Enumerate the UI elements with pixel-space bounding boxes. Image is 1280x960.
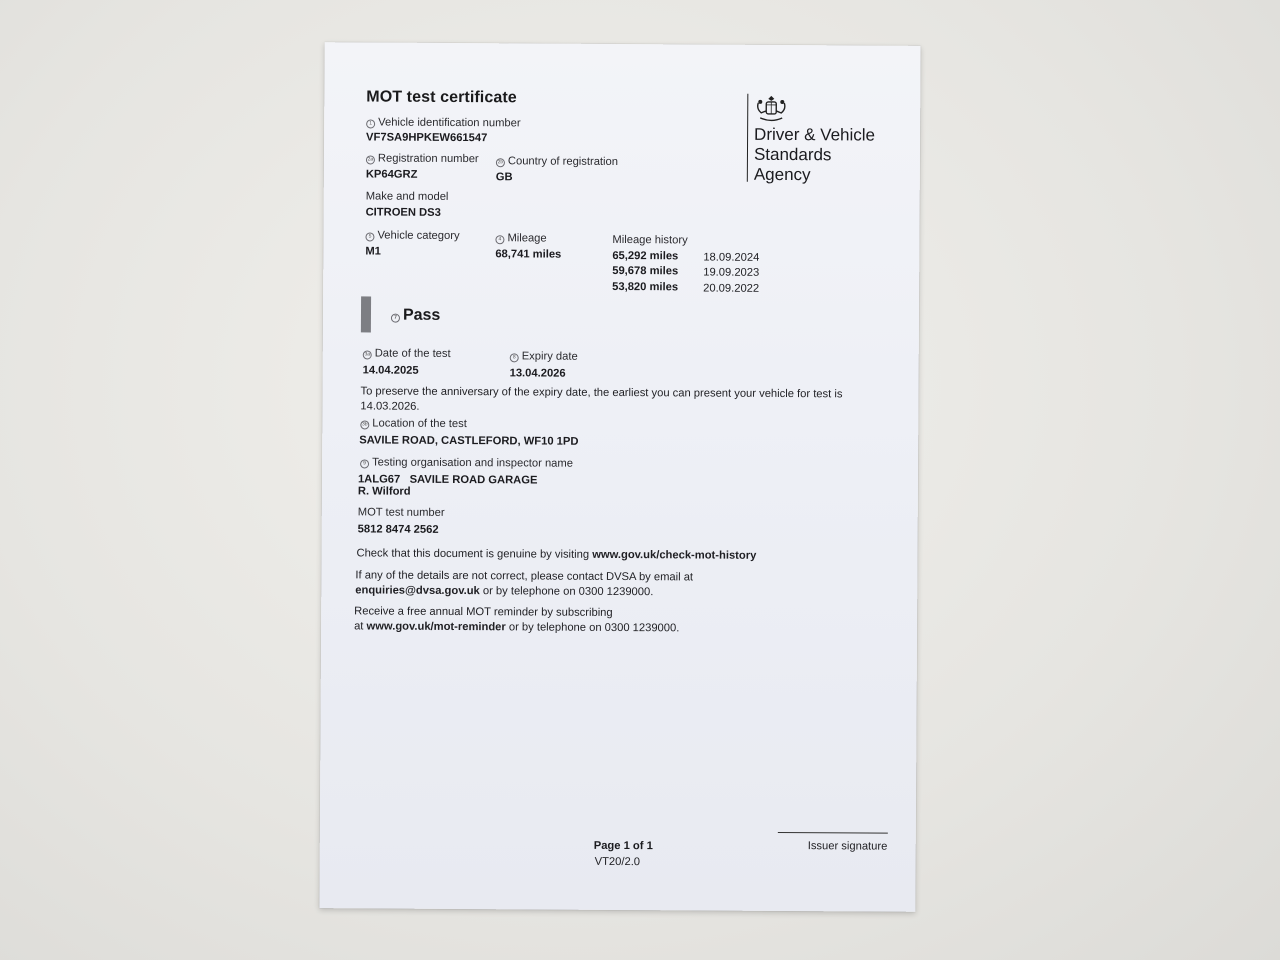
location-label: 3b Location of the test xyxy=(362,417,467,431)
expiry-date-label: 8 Expiry date xyxy=(510,350,578,362)
mileage-label: 4 Mileage xyxy=(495,232,546,244)
history-date-1: 18.09.2024 xyxy=(703,251,760,264)
history-miles-2: 59,678 miles xyxy=(612,264,679,278)
agency-line-1: Driver & Vehicle xyxy=(754,124,876,145)
category-value: M1 xyxy=(365,245,381,258)
test-date-value: 14.04.2025 xyxy=(362,364,419,377)
organisation-value xyxy=(358,473,538,486)
agency-name xyxy=(754,125,875,186)
field-number: 3b xyxy=(360,420,369,429)
page-number: Page 1 of 1 xyxy=(593,839,653,853)
test-number-label: MOT test number xyxy=(357,506,445,519)
registration-label: 2a Registration number xyxy=(367,152,479,166)
royal-coat-of-arms-icon xyxy=(754,93,788,123)
history-miles-1: 65,292 miles xyxy=(612,249,679,263)
organisation-name: SAVILE ROAD GARAGE xyxy=(409,473,538,487)
agency-line-3: Agency xyxy=(753,164,811,185)
history-date-3: 20.09.2022 xyxy=(703,282,760,295)
agency-line-2: Standards xyxy=(753,144,832,165)
field-number: 4 xyxy=(495,235,504,244)
page-title: MOT test certificate xyxy=(366,88,517,107)
check-mot-history-link[interactable]: www.gov.uk/check-mot-history xyxy=(592,548,757,562)
field-number: 8 xyxy=(510,353,519,362)
expiry-date-value: 13.04.2026 xyxy=(509,367,566,380)
test-result: 7 Pass xyxy=(391,307,440,325)
history-date-2: 19.09.2023 xyxy=(703,266,760,279)
brand-divider xyxy=(747,94,749,182)
field-number: 2b xyxy=(496,158,505,167)
certificate-paper xyxy=(319,42,920,912)
field-number: 1 xyxy=(366,119,375,128)
anniversary-note: To preserve the anniversary of the expiry date, the earliest you can present your vehicle for test is 14.03.2026. xyxy=(360,385,843,413)
field-number: 9 xyxy=(360,459,369,468)
category-label: 5 Vehicle category xyxy=(365,229,459,242)
result-marker xyxy=(361,296,371,332)
field-number: 7 xyxy=(391,314,400,323)
field-number: 5 xyxy=(365,232,374,241)
inspector-name: R. Wilford xyxy=(357,485,411,498)
contact-text: If any of the details are not correct, please contact DVSA by email at enquiries@dvsa.gov.uk or by telephone on 0300 1239000. xyxy=(355,569,694,599)
field-number: 2a xyxy=(366,155,375,164)
location-value: SAVILE ROAD, CASTLEFORD, WF10 1PD xyxy=(359,434,579,448)
signature-line xyxy=(778,832,888,834)
make-model-label: Make and model xyxy=(365,190,449,203)
mileage-history-label: Mileage history xyxy=(612,233,688,247)
vin-value: VF7SA9HPKEW661547 xyxy=(366,131,488,145)
field-number: 3a xyxy=(363,350,372,359)
form-code: VT20/2.0 xyxy=(594,855,641,869)
mot-reminder-link[interactable]: www.gov.uk/mot-reminder xyxy=(366,620,506,634)
test-number-value: 5812 8474 2562 xyxy=(357,523,439,536)
country-label: 2b Country of registration xyxy=(497,155,619,168)
organisation-label: 9 Testing organisation and inspector name xyxy=(360,456,573,469)
test-date-label: 3a Date of the test xyxy=(364,347,451,360)
genuine-check-text: Check that this document is genuine by visiting www.gov.uk/check-mot-history xyxy=(356,547,757,562)
organisation-code: 1ALG67 xyxy=(357,473,401,486)
reminder-text: Receive a free annual MOT reminder by subscribing at www.gov.uk/mot-reminder or by telephone on 0300 1239000. xyxy=(354,605,680,635)
history-miles-3: 53,820 miles xyxy=(612,280,679,294)
vin-label: 1 Vehicle identification number xyxy=(366,116,520,129)
issuer-signature-label: Issuer signature xyxy=(807,840,888,853)
make-model-value: CITROEN DS3 xyxy=(365,206,441,219)
dvsa-email-link[interactable]: enquiries@dvsa.gov.uk xyxy=(355,584,480,598)
mileage-value: 68,741 miles xyxy=(495,248,562,261)
country-value: GB xyxy=(495,171,513,184)
registration-value: KP64GRZ xyxy=(365,168,418,181)
